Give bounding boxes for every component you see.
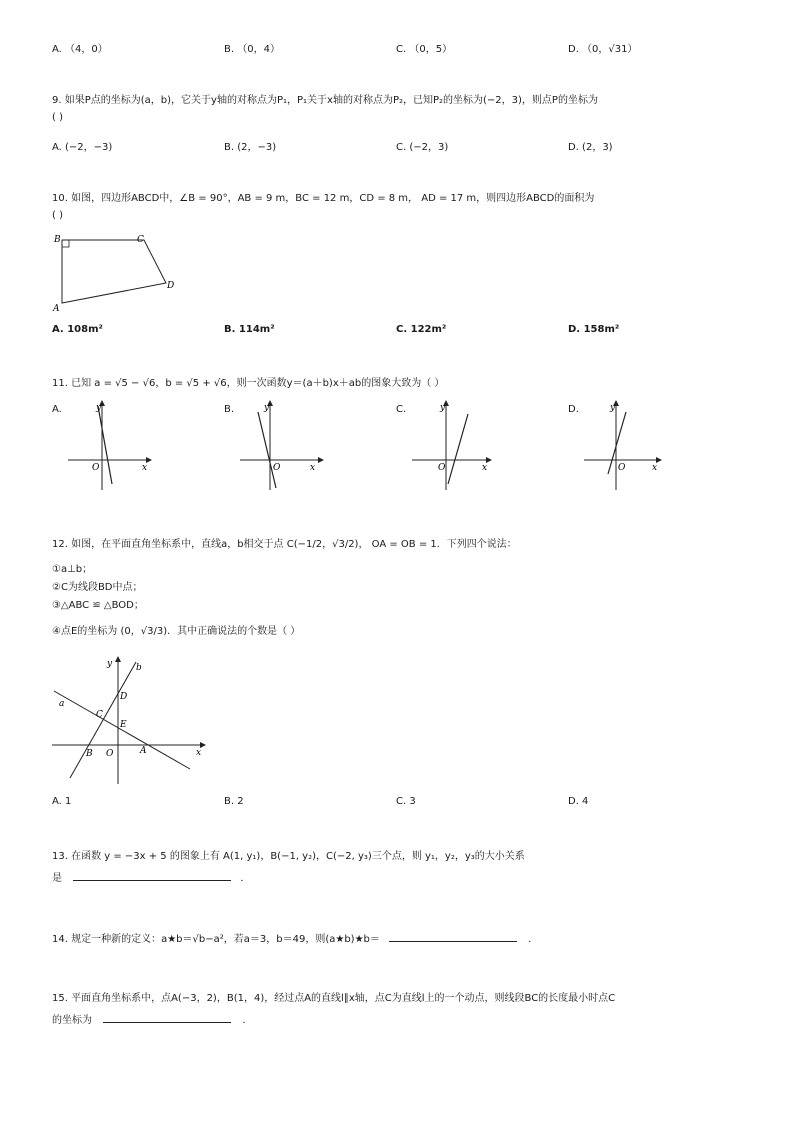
q12-option-a: A. 1	[52, 796, 72, 807]
q10-quadrilateral-figure	[48, 230, 183, 315]
svg-text:y: y	[107, 659, 113, 669]
svg-text:B: B	[86, 749, 93, 759]
q14-stem	[52, 931, 538, 947]
q9-stem-line2: ( )	[52, 112, 63, 123]
q9-option-a: A. (−2，−3)	[52, 142, 113, 153]
q11-option-b: B.	[224, 404, 235, 415]
q10-stem-line2: ( )	[52, 210, 63, 221]
svg-text:O: O	[92, 463, 100, 473]
q12-option-c: C. 3	[396, 796, 416, 807]
q10-label-c: C	[137, 235, 144, 245]
q8-option-a: A. （4，0）	[52, 44, 108, 55]
q14-suffix: ．	[528, 934, 539, 945]
svg-text:x: x	[652, 463, 658, 473]
svg-text:y: y	[96, 403, 102, 413]
svg-text:y: y	[610, 403, 616, 413]
q13-prefix: 是	[52, 873, 62, 884]
svg-text:O: O	[618, 463, 626, 473]
q9-option-c: C. (−2，3)	[396, 142, 449, 153]
q12-statement-4: ④点E的坐标为 (0，√3/3)．其中正确说法的个数是（ ）	[52, 626, 301, 637]
q11-graph-d	[582, 398, 672, 492]
q10-option-b: B. 114m²	[224, 324, 275, 335]
svg-text:O: O	[438, 463, 446, 473]
q15-stem-line2	[52, 1012, 252, 1028]
q13-stem-line2	[52, 870, 250, 886]
q14-prefix: 14. 规定一种新的定义：a★b＝√b−a²，若a＝3，b＝49，则(a★b)★b＝	[52, 934, 380, 945]
svg-text:C: C	[96, 710, 103, 720]
q8-option-d: D. （0，√31）	[568, 44, 638, 55]
svg-text:b: b	[136, 663, 142, 673]
q11-graph-c	[410, 398, 500, 492]
q9-option-b: B. (2，−3)	[224, 142, 277, 153]
q11-graph-a	[66, 398, 156, 492]
q10-label-b: B	[54, 235, 61, 245]
svg-text:E: E	[120, 720, 127, 730]
q15-prefix: 的坐标为	[52, 1015, 92, 1026]
q10-option-a: A. 108m²	[52, 324, 103, 335]
q12-stem: 12. 如图，在平面直角坐标系中，直线a，b相交于点 C(−1/2，√3/2)， OA = OB = 1．下列四个说法：	[52, 539, 517, 550]
svg-text:x: x	[196, 748, 202, 758]
svg-text:O: O	[106, 749, 114, 759]
q10-label-d: D	[167, 281, 175, 291]
q11-option-d: D.	[568, 404, 579, 415]
svg-text:O: O	[273, 463, 281, 473]
q12-statement-3: ③△ABC ≌ △BOD；	[52, 600, 144, 611]
q10-option-c: C. 122m²	[396, 324, 447, 335]
q13-stem-line1: 13. 在函数 y = −3x + 5 的图象上有 A(1, y₁)，B(−1, y₂)，C(−2, y₃)三个点，则 y₁，y₂，y₃的大小关系	[52, 851, 525, 862]
q9-stem-line1: 9. 如果P点的坐标为(a，b)，它关于y轴的对称点为P₁，P₁关于x轴的对称点为P₂，已知P₂的坐标为(−2，3)，则点P的坐标为	[52, 95, 598, 106]
q10-option-d: D. 158m²	[568, 324, 620, 335]
q12-option-b: B. 2	[224, 796, 244, 807]
svg-text:x: x	[482, 463, 488, 473]
q11-stem: 11. 已知 a = √5 − √6，b = √5 + √6，则一次函数y＝(a＋b)x＋ab的图象大致为（ ）	[52, 378, 445, 389]
q12-coordinate-figure	[50, 654, 210, 786]
q11-graph-b	[238, 398, 328, 492]
svg-text:x: x	[142, 463, 148, 473]
q11-option-a: A.	[52, 404, 62, 415]
q8-option-b: B. （0，4）	[224, 44, 280, 55]
q15-answer-blank[interactable]	[103, 1012, 231, 1023]
q10-label-a: A	[53, 304, 60, 314]
q13-suffix: ．	[240, 873, 251, 884]
q12-statement-2: ②C为线段BD中点；	[52, 582, 143, 593]
q10-stem-line1: 10. 如图，四边形ABCD中，∠B = 90°，AB = 9 m，BC = 12 m，CD = 8 m， AD = 17 m，则四边形ABCD的面积为	[52, 193, 595, 204]
svg-text:a: a	[59, 699, 65, 709]
svg-text:y: y	[440, 403, 446, 413]
q15-stem-line1: 15. 平面直角坐标系中，点A(−3，2)，B(1，4)，经过点A的直线l∥x轴，点C为直线l上的一个动点，则线段BC的长度最小时点C	[52, 993, 616, 1004]
q15-suffix: ．	[242, 1015, 253, 1026]
q12-option-d: D. 4	[568, 796, 589, 807]
svg-text:D: D	[120, 692, 128, 702]
q12-statement-1: ①a⊥b；	[52, 564, 93, 575]
q9-option-d: D. (2，3)	[568, 142, 613, 153]
q14-answer-blank[interactable]	[389, 931, 517, 942]
svg-text:A: A	[140, 746, 147, 756]
svg-text:x: x	[310, 463, 316, 473]
q13-answer-blank[interactable]	[73, 870, 231, 881]
svg-text:y: y	[264, 403, 270, 413]
q11-option-c: C.	[396, 404, 407, 415]
q8-option-c: C. （0，5）	[396, 44, 453, 55]
